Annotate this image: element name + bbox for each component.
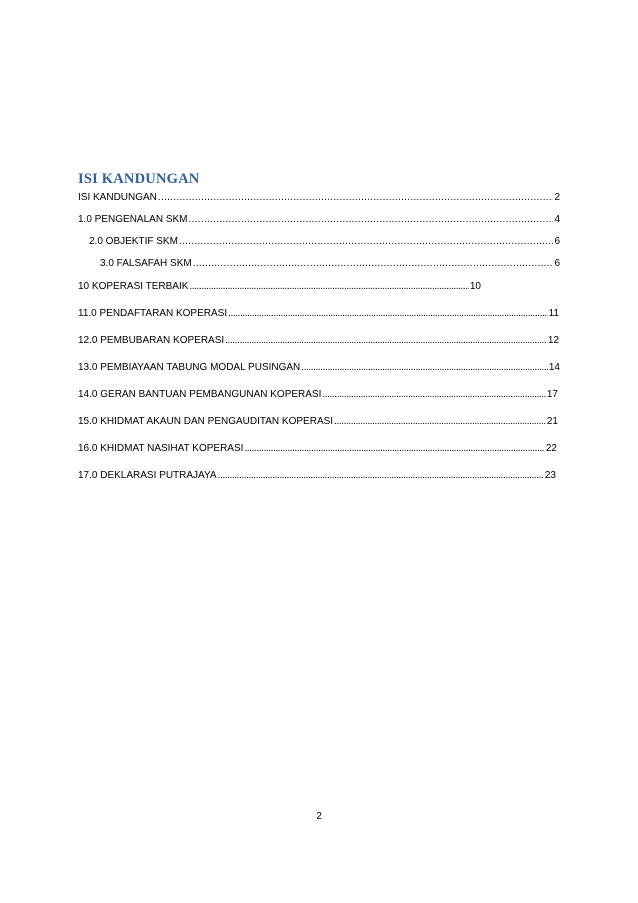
toc-entry-page: 6: [554, 258, 560, 269]
toc-entry-page: 10: [469, 281, 481, 292]
toc-heading: ISI KANDUNGAN: [78, 171, 200, 187]
toc-entry-label: 17.0 DEKLARASI PUTRAJAYA: [78, 470, 217, 481]
toc-leader-dots: [218, 470, 544, 482]
toc-leader-dots: [322, 389, 545, 401]
toc-entry-page: 22: [545, 443, 557, 454]
toc-entry-page: 11: [548, 308, 559, 319]
toc-leader-dots: [193, 258, 554, 270]
toc-entry[interactable]: [78, 443, 557, 455]
page-number: 2: [316, 811, 322, 822]
toc-entry-page: 14: [548, 362, 560, 373]
toc-entry[interactable]: [78, 281, 481, 293]
toc-entry[interactable]: [78, 192, 560, 204]
toc-entry-label: ISI KANDUNGAN: [78, 192, 157, 203]
toc-leader-dots: [301, 362, 548, 374]
toc-entry[interactable]: [78, 389, 558, 401]
toc-entry[interactable]: [78, 416, 558, 428]
toc-entry[interactable]: [100, 258, 560, 270]
toc-entry-page: 6: [554, 236, 560, 247]
toc-entry[interactable]: [78, 335, 559, 347]
toc-entry-label: 15.0 KHIDMAT AKAUN DAN PENGAUDITAN KOPERASI: [78, 416, 334, 427]
toc-entry-label: 2.0 OBJEKTIF SKM: [89, 236, 178, 247]
toc-entry[interactable]: [78, 362, 560, 374]
toc-leader-dots: [179, 236, 554, 248]
toc-entry[interactable]: [78, 470, 556, 482]
toc-entry-label: 12.0 PEMBUBARAN KOPERASI: [78, 335, 225, 346]
toc-entry-label: 1.0 PENGENALAN SKM: [78, 214, 188, 225]
toc-entry-page: 23: [544, 470, 556, 481]
toc-entry-page: 21: [546, 416, 558, 427]
toc-leader-dots: [228, 308, 547, 320]
toc-leader-dots: [158, 192, 554, 204]
toc-entry-page: 2: [554, 192, 560, 203]
toc-entry[interactable]: [89, 236, 560, 248]
toc-entry-page: 12: [547, 335, 559, 346]
toc-leader-dots: [244, 443, 544, 455]
toc-entry-page: 17: [546, 389, 558, 400]
toc-entry[interactable]: [78, 308, 559, 320]
toc-leader-dots: [225, 335, 547, 347]
toc-leader-dots: [188, 214, 553, 226]
toc-entry-label: 14.0 GERAN BANTUAN PEMBANGUNAN KOPERASI: [78, 389, 322, 400]
toc-entry-label: 13.0 PEMBIAYAAN TABUNG MODAL PUSINGAN: [78, 362, 301, 373]
toc-entry[interactable]: [78, 214, 560, 226]
toc-entry-label: 11.0 PENDAFTARAN KOPERASI: [78, 308, 228, 319]
toc-entry-label: 10 KOPERASI TERBAIK: [78, 281, 189, 292]
toc-entry-page: 4: [554, 214, 560, 225]
toc-entry-label: 3.0 FALSAFAH SKM: [100, 258, 192, 269]
toc-entry-label: 16.0 KHIDMAT NASIHAT KOPERASI: [78, 443, 244, 454]
toc-leader-dots: [189, 281, 468, 293]
toc-leader-dots: [334, 416, 546, 428]
